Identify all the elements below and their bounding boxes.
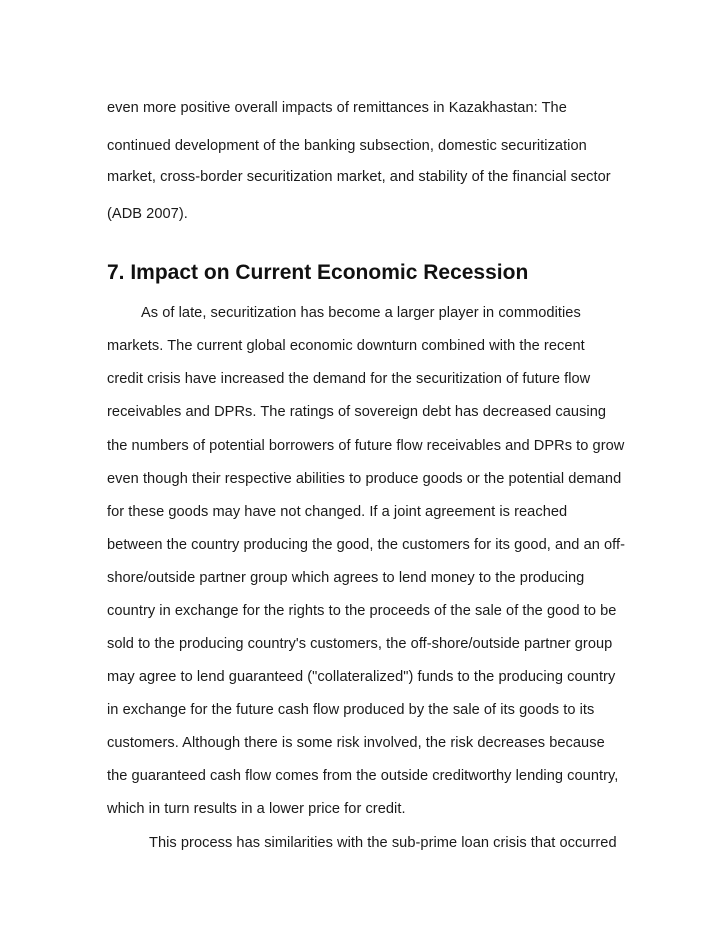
body-line-3: credit crisis have increased the demand for the securitization of future flow xyxy=(107,371,591,387)
body-line-8: between the country producing the good, the customers for its good, and an off- xyxy=(107,537,626,553)
body-line-16: which in turn results in a lower price for credit. xyxy=(107,801,406,817)
body-line-12: may agree to lend guaranteed ("collateralized") funds to the producing country xyxy=(107,669,616,685)
intro-line-1: even more positive overall impacts of remittances in Kazakhastan: The xyxy=(107,100,567,116)
intro-line-2: continued development of the banking subsection, domestic securitization xyxy=(107,138,587,154)
body-line-2: markets. The current global economic downturn combined with the recent xyxy=(107,338,585,354)
body-line-11: sold to the producing country's customers, the off-shore/outside partner group xyxy=(107,636,613,652)
body-line-6: even though their respective abilities to produce goods or the potential demand xyxy=(107,471,622,487)
body-line-13: in exchange for the future cash flow produced by the sale of its goods to its xyxy=(107,702,595,718)
body-line-7: for these goods may have not changed. If a joint agreement is reached xyxy=(107,504,568,520)
body-line-10: country in exchange for the rights to the proceeds of the sale of the good to be xyxy=(107,603,617,619)
body-line-14: customers. Although there is some risk involved, the risk decreases because xyxy=(107,735,605,751)
section-heading: 7. Impact on Current Economic Recession xyxy=(107,261,529,284)
next-paragraph-line: This process has similarities with the sub-prime loan crisis that occurred xyxy=(149,835,617,851)
intro-line-4: (ADB 2007). xyxy=(107,206,188,222)
body-line-9: shore/outside partner group which agrees to lend money to the producing xyxy=(107,570,585,586)
body-line-1: As of late, securitization has become a larger player in commodities xyxy=(141,305,581,321)
body-line-15: the guaranteed cash flow comes from the outside creditworthy lending country, xyxy=(107,768,619,784)
body-line-4: receivables and DPRs. The ratings of sovereign debt has decreased causing xyxy=(107,404,607,420)
intro-line-3: market, cross-border securitization market, and stability of the financial sector xyxy=(107,169,611,185)
body-line-5: the numbers of potential borrowers of future flow receivables and DPRs to grow xyxy=(107,438,625,454)
